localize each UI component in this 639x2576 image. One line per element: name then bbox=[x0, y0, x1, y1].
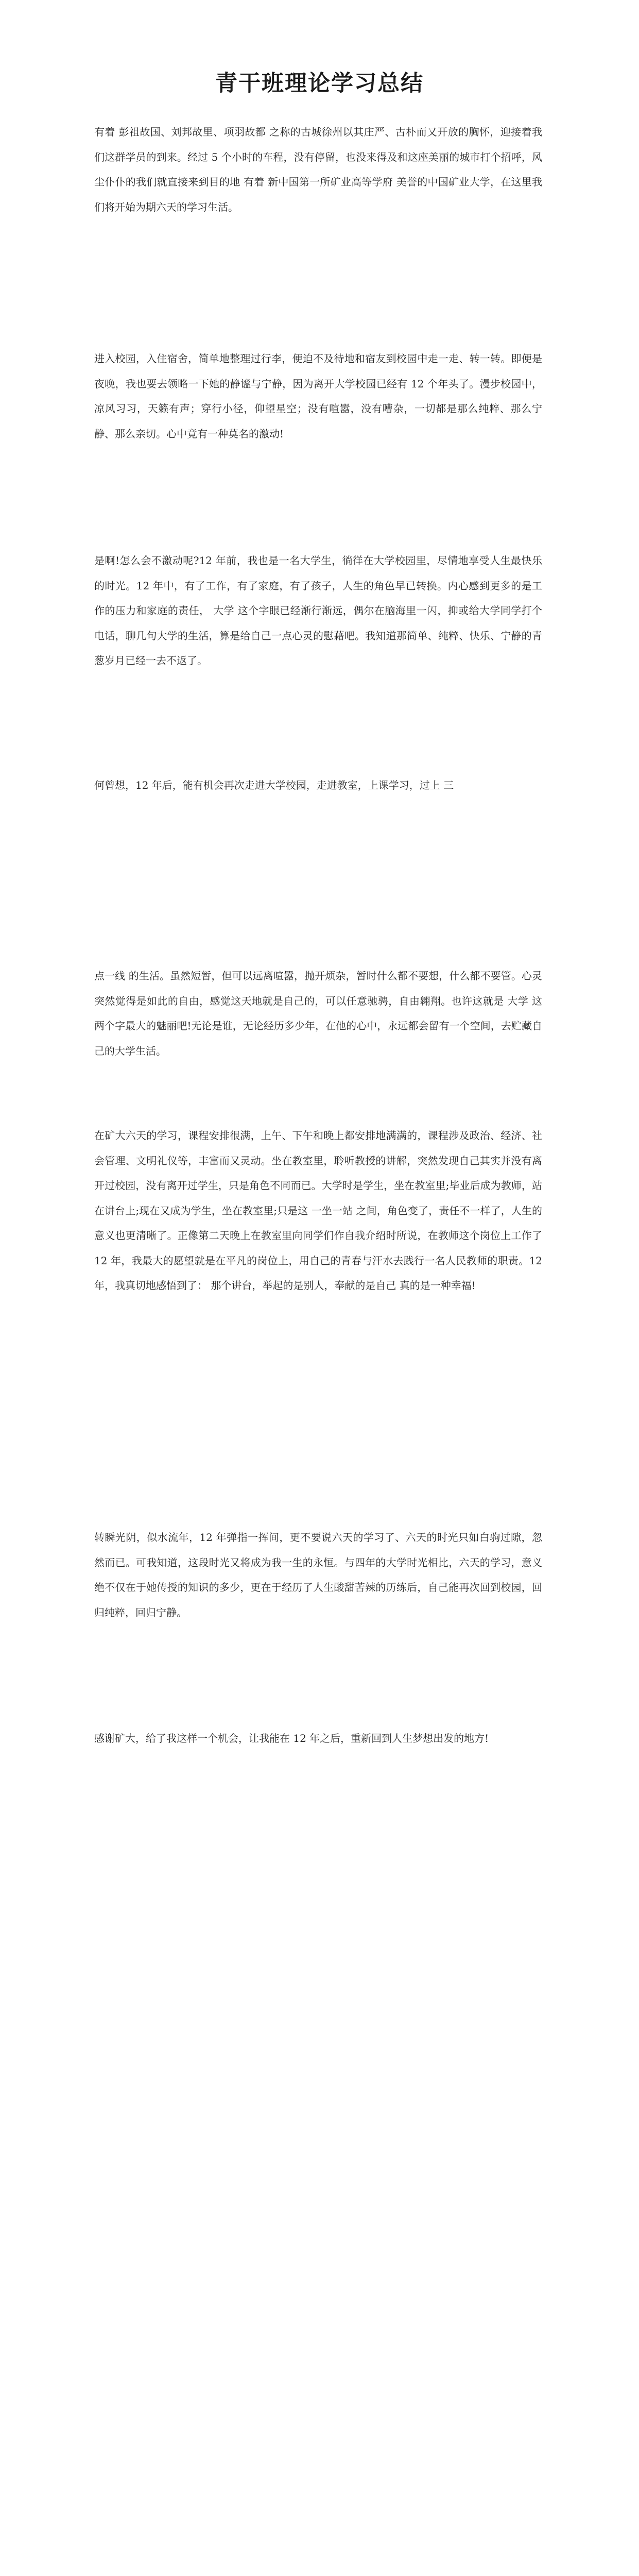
paragraph-time-passes: 转瞬光阴，似水流年，12 年弹指一挥间，更不要说六天的学习了、六天的时光只如白驹过隙，忽然而已。可我知道，这段时光又将成为我一生的永恒。与四年的大学时光相比，六天的学习，意义绝不仅在于她传授的知识的多少，更在于经历了人生酸甜苦辣的历练后，自己能再次回到校园，回归纯粹，回归宁静。 bbox=[94, 1531, 542, 1619]
paragraph-thanks: 感谢矿大，给了我这样一个机会，让我能在 12 年之后，重新回到人生梦想出发的地方! bbox=[94, 1732, 489, 1744]
document-title: 青干班理论学习总结 bbox=[215, 71, 424, 96]
paragraph-return-part2: 点一线 的生活。虽然短暂，但可以远离喧嚣，抛开烦杂，暂时什么都不要想，什么都不要管。心灵突然觉得是如此的自由，感觉这天地就是自己的，可以任意驰骋，自由翱翔。也许这就是 大学 这两个字最大的魅丽吧!无论是谁，无论经历多少年，在他的心中，永远都会留有一个空间，去贮藏自己的大学生活。 bbox=[94, 970, 542, 1057]
paragraph-return-part1: 何曾想，12 年后，能有机会再次走进大学校园，走进教室，上课学习，过上 三 bbox=[94, 779, 454, 791]
paragraph-arrival-xuzhou: 有着 彭祖故国、刘邦故里、项羽故都 之称的古城徐州以其庄严、古朴而又开放的胸怀，迎接着我们这群学员的到来。经过 5 个小时的车程，没有停留，也没来得及和这座美丽的城市打个招呼，风尘仆仆的我们就直接来到目的地 有着 新中国第一所矿业高等学府 美誉的中国矿业大学，在这里我们将开始为期六天的学习生活。 bbox=[94, 126, 542, 213]
paragraph-six-days-study: 在矿大六天的学习，课程安排很满，上午、下午和晚上都安排地满满的，课程涉及政治、经济、社会管理、文明礼仪等，丰富而又灵动。坐在教室里，聆听教授的讲解，突然发现自己其实并没有离开过校园，没有离开过学生，只是角色不同而已。大学时是学生，坐在教室里;毕业后成为教师，站在讲台上;现在又成为学生，坐在教室里;只是这 一坐一站 之间，角色变了，责任不一样了，人生的意义也更清晰了。正像第二天晚上在教室里向同学们作自我介绍时所说，在教师这个岗位上工作了 12 年，我最大的愿望就是在平凡的岗位上，用自己的青春与汗水去践行一名人民教师的职责。12 年，我真切地感悟到了： 那个讲台，举起的是别人，奉献的是自己 真的是一种幸福! bbox=[94, 1129, 542, 1292]
paragraph-campus-walk: 进入校园，入住宿舍，简单地整理过行李，便迫不及待地和宿友到校园中走一走、转一转。即便是夜晚，我也要去领略一下她的静谧与宁静，因为离开大学校园已经有 12 个年头了。漫步校园中，凉风习习，天籁有声；穿行小径，仰望星空；没有喧嚣，没有嘈杂，一切都是那么纯粹、那么宁静、那么亲切。心中竟有一种莫名的激动! bbox=[94, 352, 542, 440]
paragraph-memories: 是啊!怎么会不激动呢?12 年前，我也是一名大学生，徜徉在大学校园里，尽情地享受人生最快乐的时光。12 年中，有了工作，有了家庭，有了孩子，人生的角色早已转换。内心感到更多的是工作的压力和家庭的责任， 大学 这个字眼已经渐行渐远，偶尔在脑海里一闪，抑或给大学同学打个电话，聊几句大学的生活，算是给自己一点心灵的慰藉吧。我知道那简单、纯粹、快乐、宁静的青葱岁月已经一去不返了。 bbox=[94, 554, 542, 667]
